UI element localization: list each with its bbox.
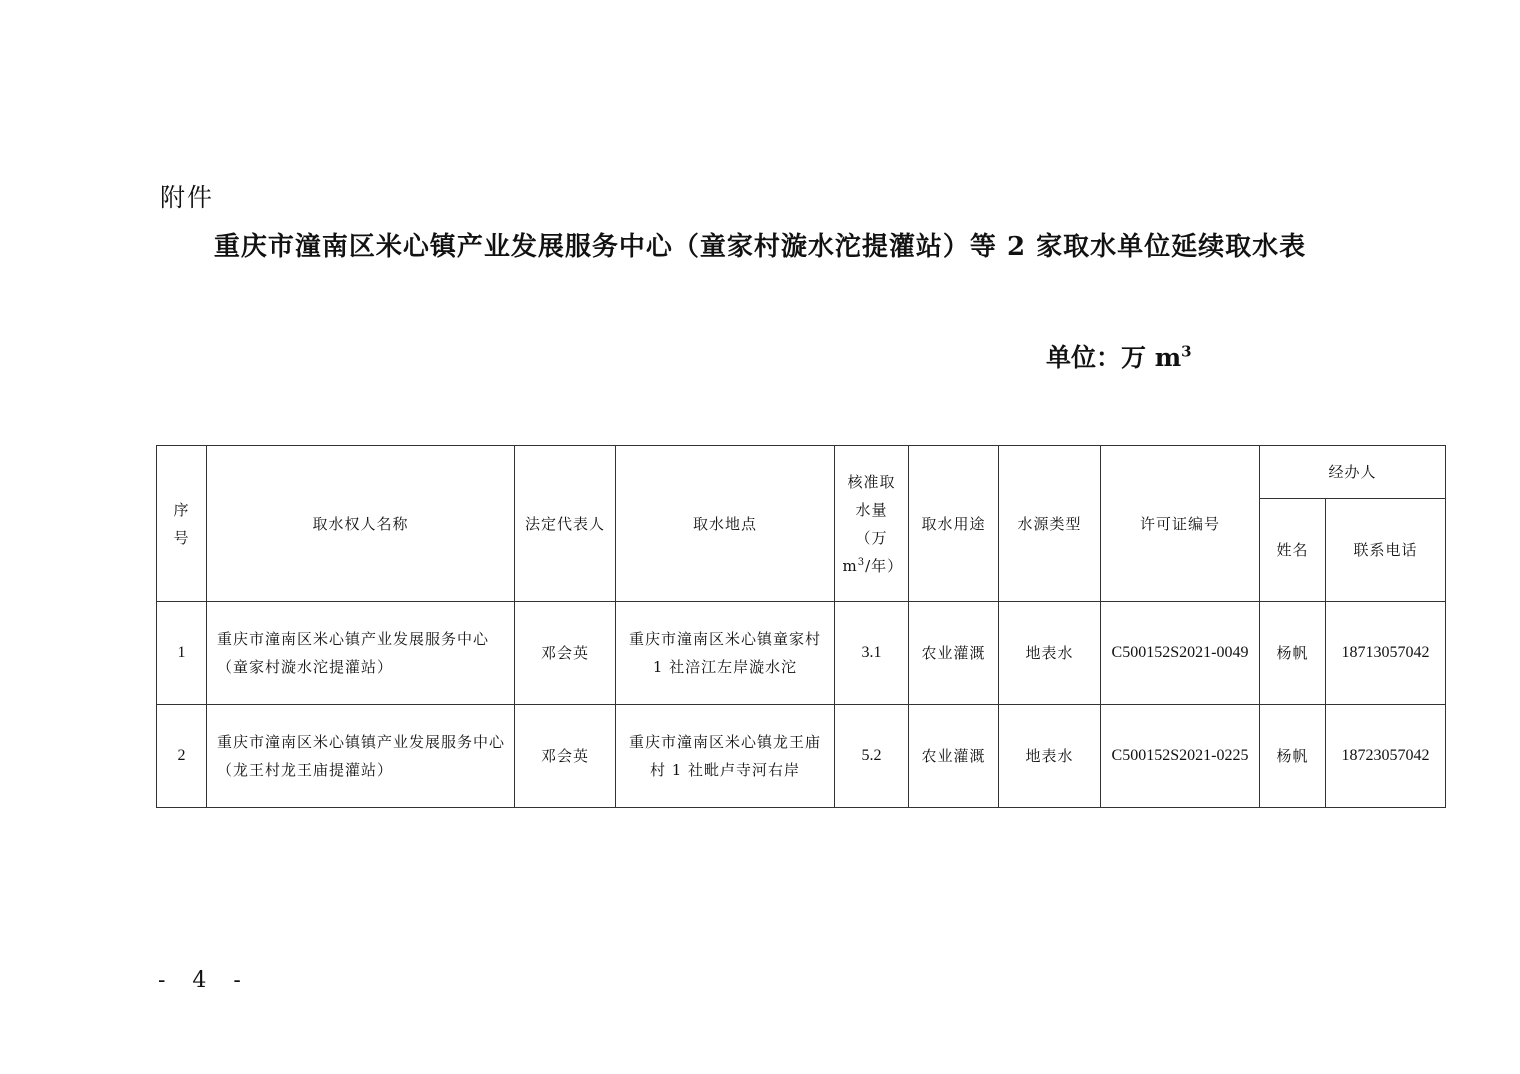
header-handler-phone: 联系电话	[1326, 499, 1446, 602]
header-holder: 取水权人名称	[207, 446, 515, 602]
unit-label	[1046, 338, 1192, 374]
cell-handler-name: 杨帆	[1260, 705, 1326, 808]
cell-holder: 重庆市潼南区米心镇镇产业发展服务中心（龙王村龙王庙提灌站）	[207, 705, 515, 808]
header-seq: 序号	[157, 446, 207, 602]
cell-source-type: 地表水	[999, 705, 1101, 808]
cell-location: 重庆市潼南区米心镇童家村 1 社涪江左岸漩水沱	[616, 602, 835, 705]
cell-legal-rep: 邓会英	[515, 602, 616, 705]
unit-superscript: 3	[1181, 342, 1192, 361]
cell-source-type: 地表水	[999, 602, 1101, 705]
header-approved-volume-line1: 核准取水量（万	[847, 472, 896, 547]
cell-seq: 2	[157, 705, 207, 808]
document-title: 重庆市潼南区米心镇产业发展服务中心（童家村漩水沱提灌站）等 2 家取水单位延续取水表	[213, 232, 1307, 262]
cell-location: 重庆市潼南区米心镇龙王庙村 1 社毗卢寺河右岸	[616, 705, 835, 808]
header-approved-volume-line2: /年）	[865, 556, 904, 575]
cell-legal-rep: 邓会英	[515, 705, 616, 808]
page-number: - 4 -	[158, 968, 251, 993]
cell-volume: 5.2	[835, 705, 909, 808]
attachment-label: 附件	[160, 183, 215, 212]
header-approved-volume	[835, 446, 909, 602]
header-approved-volume-m: m	[842, 556, 858, 575]
cell-permit-no: C500152S2021-0049	[1101, 602, 1260, 705]
header-permit-no: 许可证编号	[1101, 446, 1260, 602]
header-usage: 取水用途	[909, 446, 999, 602]
cell-permit-no: C500152S2021-0225	[1101, 705, 1260, 808]
header-handler-name: 姓名	[1260, 499, 1326, 602]
cell-seq: 1	[157, 602, 207, 705]
cell-handler-name: 杨帆	[1260, 602, 1326, 705]
cell-handler-phone: 18713057042	[1326, 602, 1446, 705]
table-row	[157, 705, 1446, 808]
header-legal-rep: 法定代表人	[515, 446, 616, 602]
cell-handler-phone: 18723057042	[1326, 705, 1446, 808]
table-row	[157, 602, 1446, 705]
header-handler-group: 经办人	[1260, 446, 1446, 499]
header-approved-volume-sup: 3	[857, 556, 866, 568]
header-approved-volume-text	[842, 468, 904, 580]
header-row-1	[157, 446, 1446, 499]
header-location: 取水地点	[616, 446, 835, 602]
header-source-type: 水源类型	[999, 446, 1101, 602]
cell-usage: 农业灌溉	[909, 705, 999, 808]
cell-usage: 农业灌溉	[909, 602, 999, 705]
cell-volume: 3.1	[835, 602, 909, 705]
unit-text: 单位：万 m	[1046, 343, 1182, 372]
cell-holder: 重庆市潼南区米心镇产业发展服务中心（童家村漩水沱提灌站）	[207, 602, 515, 705]
water-intake-table	[156, 445, 1446, 808]
